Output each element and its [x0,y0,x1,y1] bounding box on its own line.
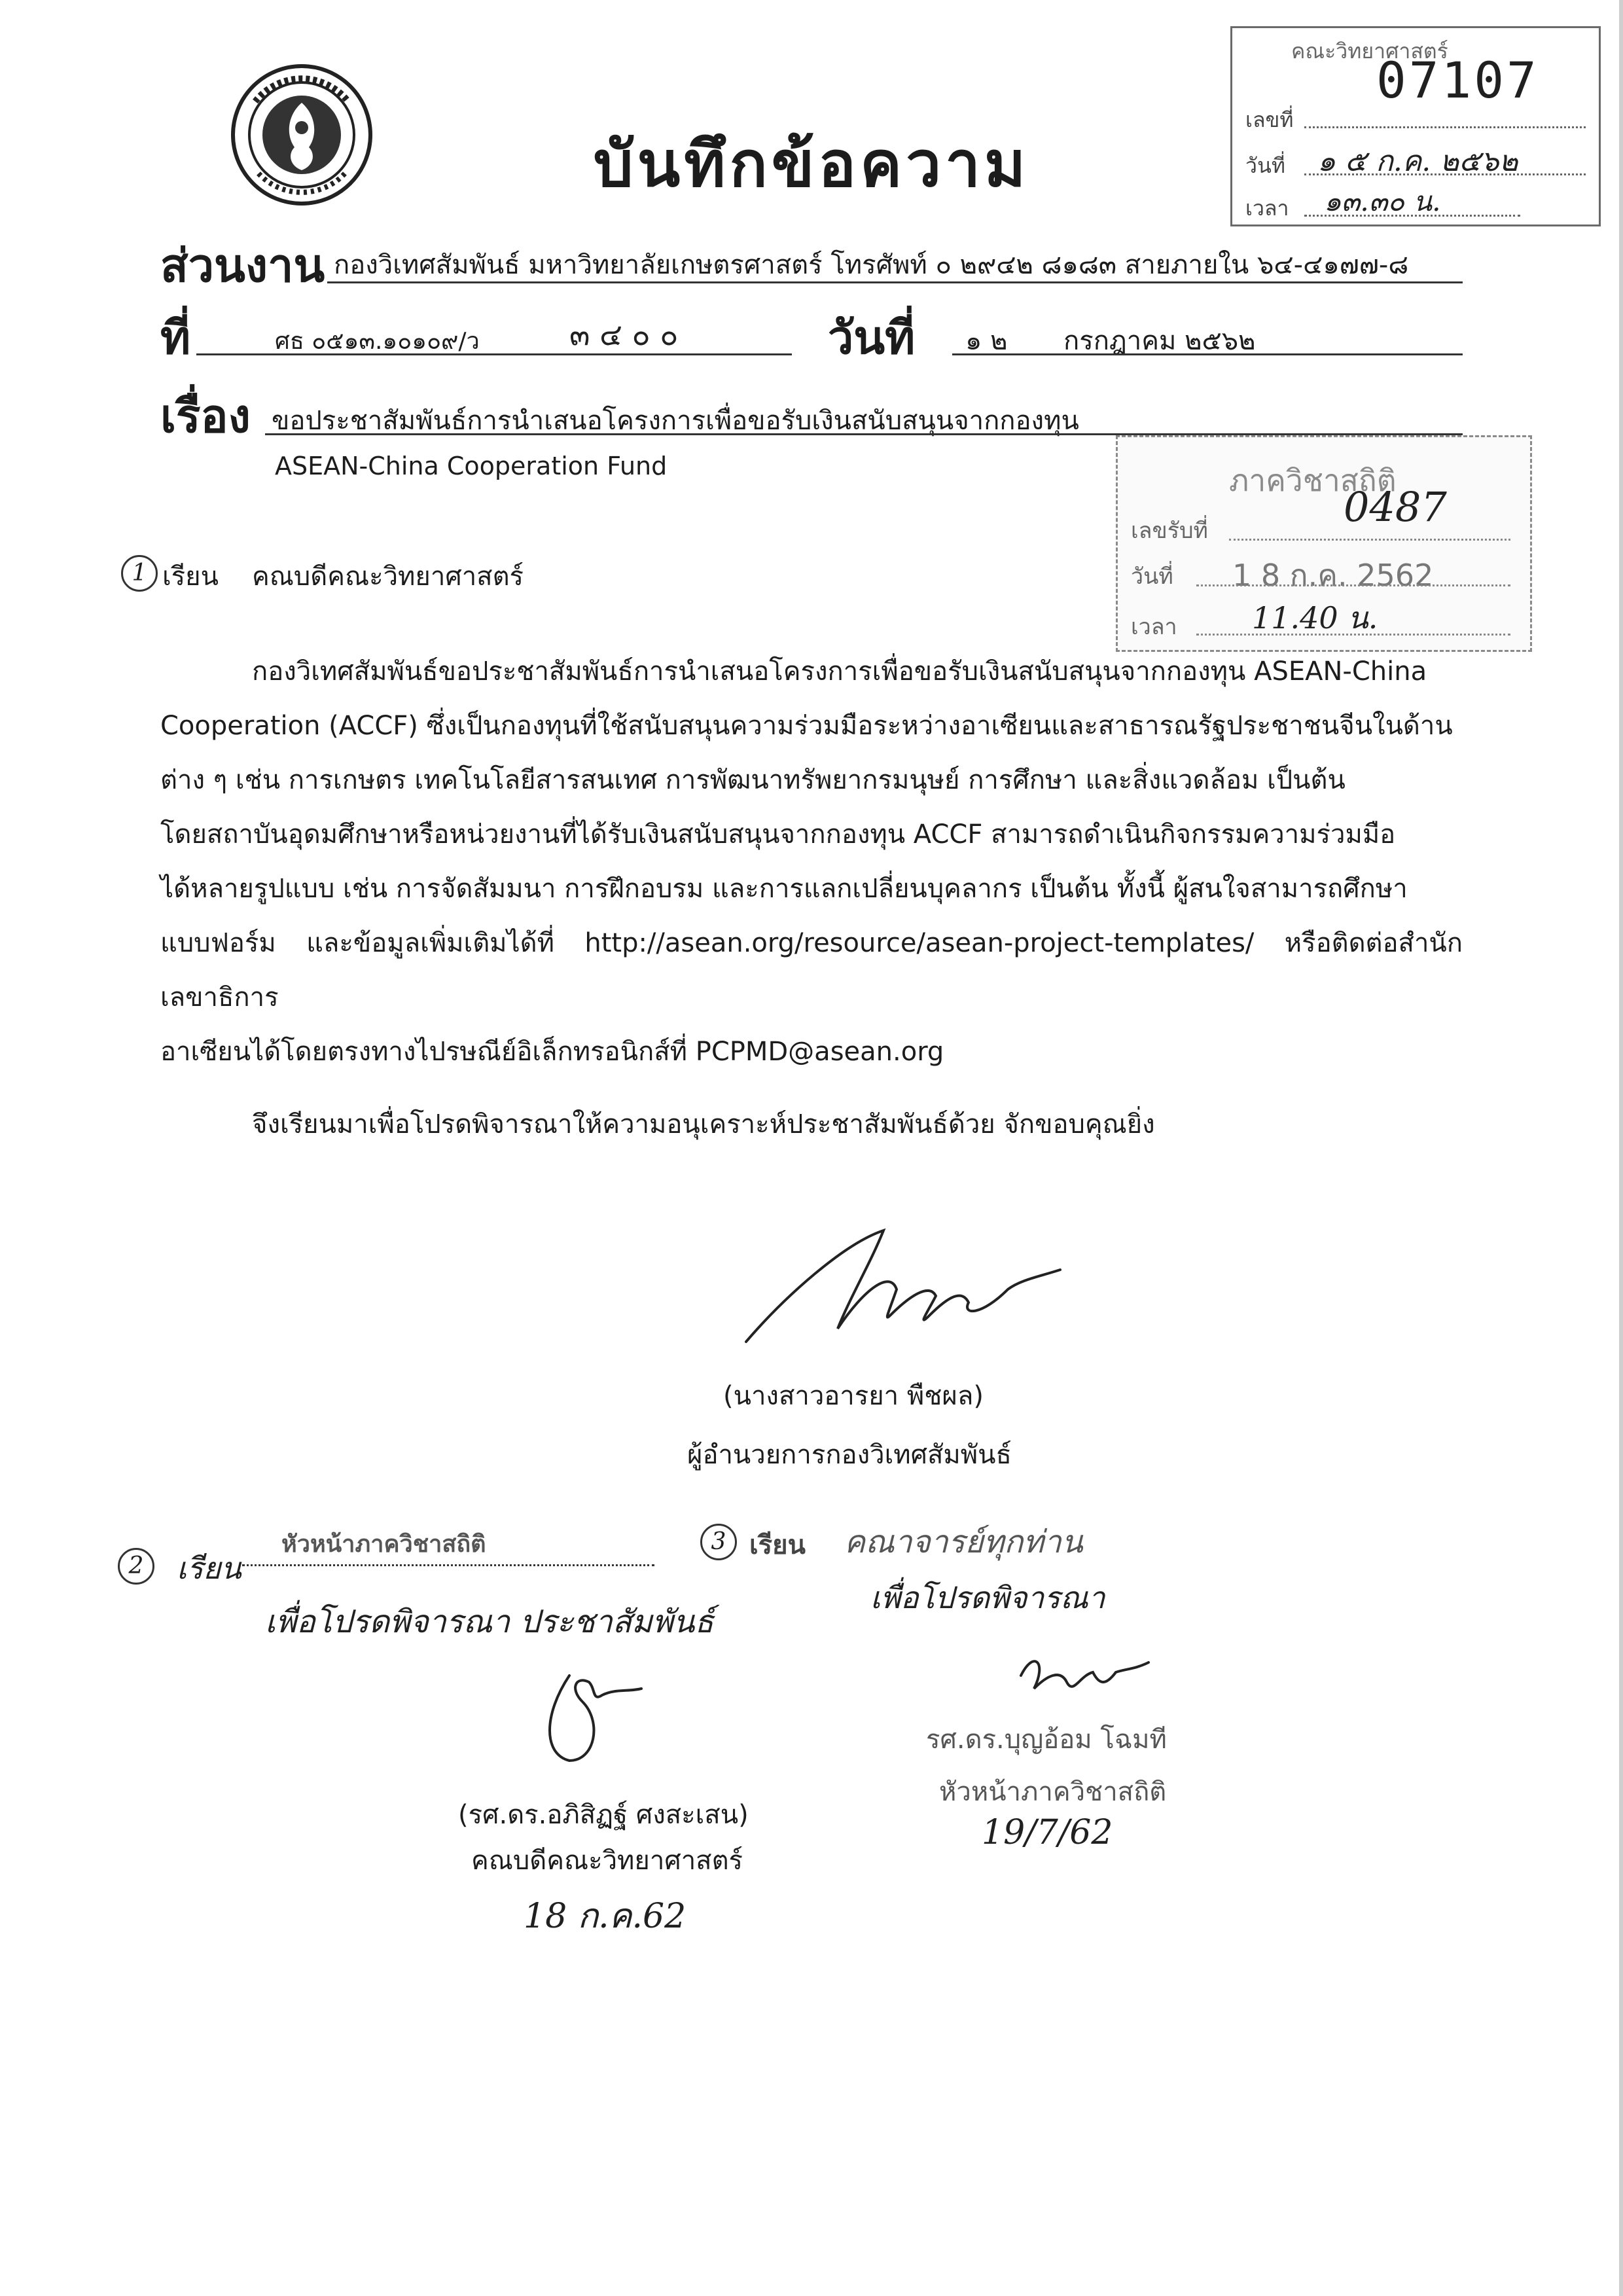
body-line: อาเซียนได้โดยตรงทางไปรษณีย์อิเล็กทรอนิกส์ที่ PCPMD@asean.org [160,1037,944,1067]
dept-stamp-no-label: เลขรับที่ [1131,518,1208,544]
ref-underline [196,353,792,355]
dept-stamp-number: 0487 [1344,483,1447,531]
body-line: กองวิเทศสัมพันธ์ขอประชาสัมพันธ์การนำเสนอโครงการเพื่อขอรับเงินสนับสนุนจากกองทุน ASEAN-China [252,656,1427,687]
closing-sentence: จึงเรียนมาเพื่อโปรดพิจารณาให้ความอนุเคราะห์ประชาสัมพันธ์ด้วย จักขอบคุณยิ่ง [252,1109,1155,1139]
department-underline [327,281,1463,283]
faculty-stamp-time-label: เวลา [1245,196,1289,221]
note3-label: เรียน [749,1530,806,1560]
ref-number: ๓ ๔ ๐ ๐ [569,317,679,352]
step-2-marker: 2 [118,1548,154,1585]
department-value: กองวิเทศสัมพันธ์ มหาวิทยาลัยเกษตรศาสตร์ โทรศัพท์ ๐ ๒๙๔๒ ๘๑๘๓ สายภายใน ๖๔-๔๑๗๗-๘ [334,250,1409,280]
date-underline [952,353,1463,355]
faculty-stamp-number: 07107 [1376,51,1539,109]
department-receipt-stamp [1116,435,1532,652]
note3-signer-title: หัวหน้าภาควิชาสถิติ [939,1777,1167,1807]
ref-value: ศธ ๐๕๑๓.๑๐๑๐๙/ว [275,328,480,355]
note3-signer-name: รศ.ดร.บุญอ้อม โฉมที [926,1725,1167,1755]
note3-signature [1008,1636,1165,1721]
note2-signer-name: (รศ.ดร.อภิสิฏฐ์ ศงสะเสน) [458,1800,749,1830]
ref-label: ที่ [160,310,191,365]
body-paragraph [160,645,1463,1079]
director-signature [733,1217,1073,1361]
subject-label: เรื่อง [160,389,251,443]
step-3-marker: 3 [700,1524,737,1560]
step-1-marker: 1 [121,555,158,592]
date-month-year: กรกฎาคม ๒๕๖๒ [1063,326,1256,356]
director-title: ผู้อำนวยการกองวิเทศสัมพันธ์ [687,1440,1012,1470]
note2-recipient: หัวหน้าภาควิชาสถิติ [281,1531,486,1558]
note2-signature [530,1662,661,1774]
subject-value: ขอประชาสัมพันธ์การนำเสนอโครงการเพื่อขอรับเงินสนับสนุนจากกองทุน [272,406,1079,436]
note3-text: เพื่อโปรดพิจารณา [870,1580,1105,1615]
subject-value-2: ASEAN-China Cooperation Fund [275,452,668,480]
body-line: ต่าง ๆ เช่น การเกษตร เทคโนโลยีสารสนเทศ การพัฒนาทรัพยากรมนุษย์ การศึกษา และสิ่งแวดล้อม เป็นต้น [160,765,1346,795]
body-line: ได้หลายรูปแบบ เช่น การจัดสัมมนา การฝึกอบรม และการแลกเปลี่ยนบุคลากร เป็นต้น ทั้งนี้ ผู้สนใจสามารถศึกษา [160,874,1408,904]
dept-stamp-date-value: 1 8 ก.ค. 2562 [1232,558,1434,593]
dept-stamp-time-label: เวลา [1131,614,1177,640]
note2-label: เรียน [177,1551,241,1586]
department-label: ส่วนงาน [160,238,325,293]
faculty-receipt-stamp [1230,26,1601,226]
body-line: Cooperation (ACCF) ซึ่งเป็นกองทุนที่ใช้สนับสนุนความร่วมมือระหว่างอาเซียนและสาธารณรัฐประชาชนจีนในด้าน [160,711,1453,741]
faculty-stamp-time-value: ๑๓.๓๐ น. [1324,185,1441,217]
faculty-stamp-no-label: เลขที่ [1245,107,1294,132]
page-edge-shadow [1619,0,1623,2296]
faculty-stamp-header: คณะวิทยาศาสตร์ [1291,39,1448,63]
note2-date: 18 ก.ค.62 [524,1897,687,1936]
body-line: โดยสถาบันอุดมศึกษาหรือหน่วยงานที่ได้รับเงินสนับสนุนจากกองทุน ACCF สามารถดำเนินกิจกรรมความร่วมมือ [160,819,1396,850]
to-value: คณบดีคณะวิทยาศาสตร์ [252,562,524,592]
to-label: เรียน [162,562,219,592]
dept-stamp-date-label: วันที่ [1131,564,1173,590]
note3-date: 19/7/62 [982,1813,1113,1852]
memo-title: บันทึกข้อความ [593,127,1030,201]
dept-stamp-header: ภาควิชาสถิติ [1229,463,1397,498]
director-name: (นางสาวอารยา พืชผล) [723,1381,984,1411]
date-label: วันที่ [828,310,916,365]
dept-stamp-time-value: 11.40 น. [1252,600,1378,636]
note2-text: เพื่อโปรดพิจารณา ประชาสัมพันธ์ [265,1604,714,1640]
note2-underline [242,1564,654,1566]
faculty-stamp-date-label: วันที่ [1245,153,1285,178]
faculty-stamp-date-value: ๑ ๕ ก.ค. ๒๕๖๒ [1317,145,1518,178]
note2-signer-title: คณบดีคณะวิทยาศาสตร์ [471,1846,743,1876]
date-day: ๑ ๒ [965,326,1008,356]
body-line: แบบฟอร์ม และข้อมูลเพิ่มเติมได้ที่ http://asean.org/resource/asean-project-templates/ หรือติดต่อสำนักเลขาธิการ [160,928,1463,1013]
note3-recipient: คณาจารย์ทุกท่าน [844,1524,1083,1560]
